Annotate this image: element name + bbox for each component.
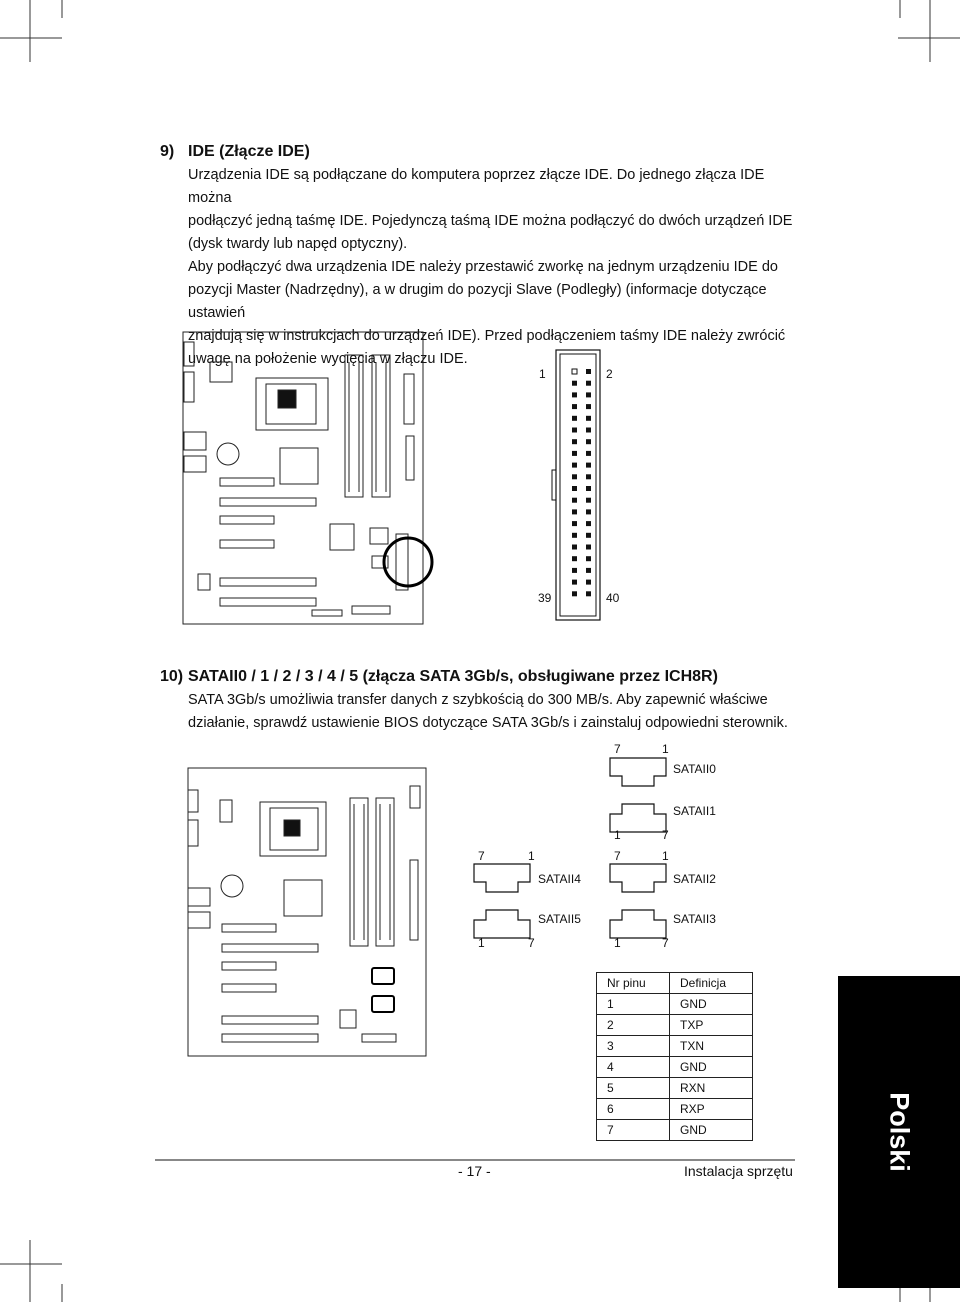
table-header-cell: Nr pinu <box>597 973 670 994</box>
sata0-pin7-label: 7 <box>614 742 621 756</box>
table-cell: RXP <box>670 1099 753 1120</box>
text-line: działanie, sprawdź ustawienie BIOS dotyczące SATA 3Gb/s i zainstaluj odpowiedni sterownik. <box>188 715 788 731</box>
text-line: (dysk twardy lub napęd optyczny). <box>188 236 408 252</box>
section-10-title: SATAII0 / 1 / 2 / 3 / 4 / 5 (złącza SATA 3Gb/s, obsługiwane przez ICH8R) <box>188 668 718 685</box>
sata4-label: SATAII4 <box>538 872 581 886</box>
sata5-pin1-label: 1 <box>478 936 485 950</box>
table-row <box>597 1036 753 1057</box>
text-line: pozycji Master (Nadrzędny), a w drugim do pozycji Slave (Podległy) (informacje dotyczące ustawień <box>188 282 767 321</box>
table-row <box>597 1078 753 1099</box>
sata4-connector-shape <box>474 864 530 892</box>
sata2-pin1-label: 1 <box>662 849 669 863</box>
section-10-number: 10) <box>160 668 184 685</box>
table-cell: 3 <box>597 1036 670 1057</box>
sata-pin-table <box>596 972 753 1141</box>
table-cell: 6 <box>597 1099 670 1120</box>
footer-section-title: Instalacja sprzętu <box>684 1163 793 1179</box>
ide-pin-2-label: 2 <box>606 367 613 381</box>
table-cell: GND <box>670 1120 753 1141</box>
sata3-label: SATAII3 <box>673 912 716 926</box>
text-line: Urządzenia IDE są podłączane do komputera poprzez złącze IDE. Do jednego złącza IDE można <box>188 167 765 206</box>
table-cell: RXN <box>670 1078 753 1099</box>
table-cell: 7 <box>597 1120 670 1141</box>
ide-pin-39-label: 39 <box>538 591 552 605</box>
table-row <box>597 994 753 1015</box>
section-9-number: 9) <box>160 143 175 160</box>
sata1-label: SATAII1 <box>673 804 716 818</box>
sata4-pin7-label: 7 <box>478 849 485 863</box>
table-header-row <box>597 973 753 994</box>
table-cell: GND <box>670 994 753 1015</box>
language-tab-label: Polski <box>884 1092 915 1172</box>
text-line: podłączyć jedną taśmę IDE. Pojedynczą taśmą IDE można podłączyć do dwóch urządzeń IDE <box>188 213 793 229</box>
sata3-pin7-label: 7 <box>662 936 669 950</box>
sata1-pin1-label: 1 <box>614 828 621 842</box>
page-number: - 17 - <box>458 1163 491 1179</box>
sata5-connector-shape <box>474 910 530 938</box>
sata0-pin1-label: 1 <box>662 742 669 756</box>
table-cell: 5 <box>597 1078 670 1099</box>
section-9-title: IDE (Złącze IDE) <box>188 143 310 160</box>
sata2-label: SATAII2 <box>673 872 716 886</box>
table-row <box>597 1099 753 1120</box>
table-cell: 1 <box>597 994 670 1015</box>
text-line: SATA 3Gb/s umożliwia transfer danych z szybkością do 300 MB/s. Aby zapewnić właściwe <box>188 692 768 708</box>
sata5-label: SATAII5 <box>538 912 581 926</box>
table-cell: 2 <box>597 1015 670 1036</box>
table-row <box>597 1120 753 1141</box>
text-line: Aby podłączyć dwa urządzenia IDE należy przestawić zworkę na jednym urządzeniu IDE do <box>188 259 778 275</box>
table-row <box>597 1057 753 1078</box>
text-line: znajdują się w instrukcjach do urządzeń IDE). Przed podłączeniem taśmy IDE należy zwrócić <box>188 328 786 344</box>
table-cell: TXP <box>670 1015 753 1036</box>
text-line: uwagę na położenie wycięcia w złączu IDE. <box>188 351 468 367</box>
table-cell: TXN <box>670 1036 753 1057</box>
table-row <box>597 1015 753 1036</box>
table-cell: 4 <box>597 1057 670 1078</box>
language-side-tab <box>838 976 960 1288</box>
table-header-cell: Definicja <box>670 973 753 994</box>
table-cell: GND <box>670 1057 753 1078</box>
sata3-pin1-label: 1 <box>614 936 621 950</box>
sata5-pin7-label: 7 <box>528 936 535 950</box>
sata3-connector-shape <box>610 910 666 938</box>
ide-pin-40-label: 40 <box>606 591 620 605</box>
sata0-connector-shape <box>610 758 666 786</box>
sata1-pin7-label: 7 <box>662 828 669 842</box>
sata4-pin1-label: 1 <box>528 849 535 863</box>
ide-pin-1-label: 1 <box>539 367 546 381</box>
sata2-pin7-label: 7 <box>614 849 621 863</box>
sata0-label: SATAII0 <box>673 762 716 776</box>
sata2-connector-shape <box>610 864 666 892</box>
